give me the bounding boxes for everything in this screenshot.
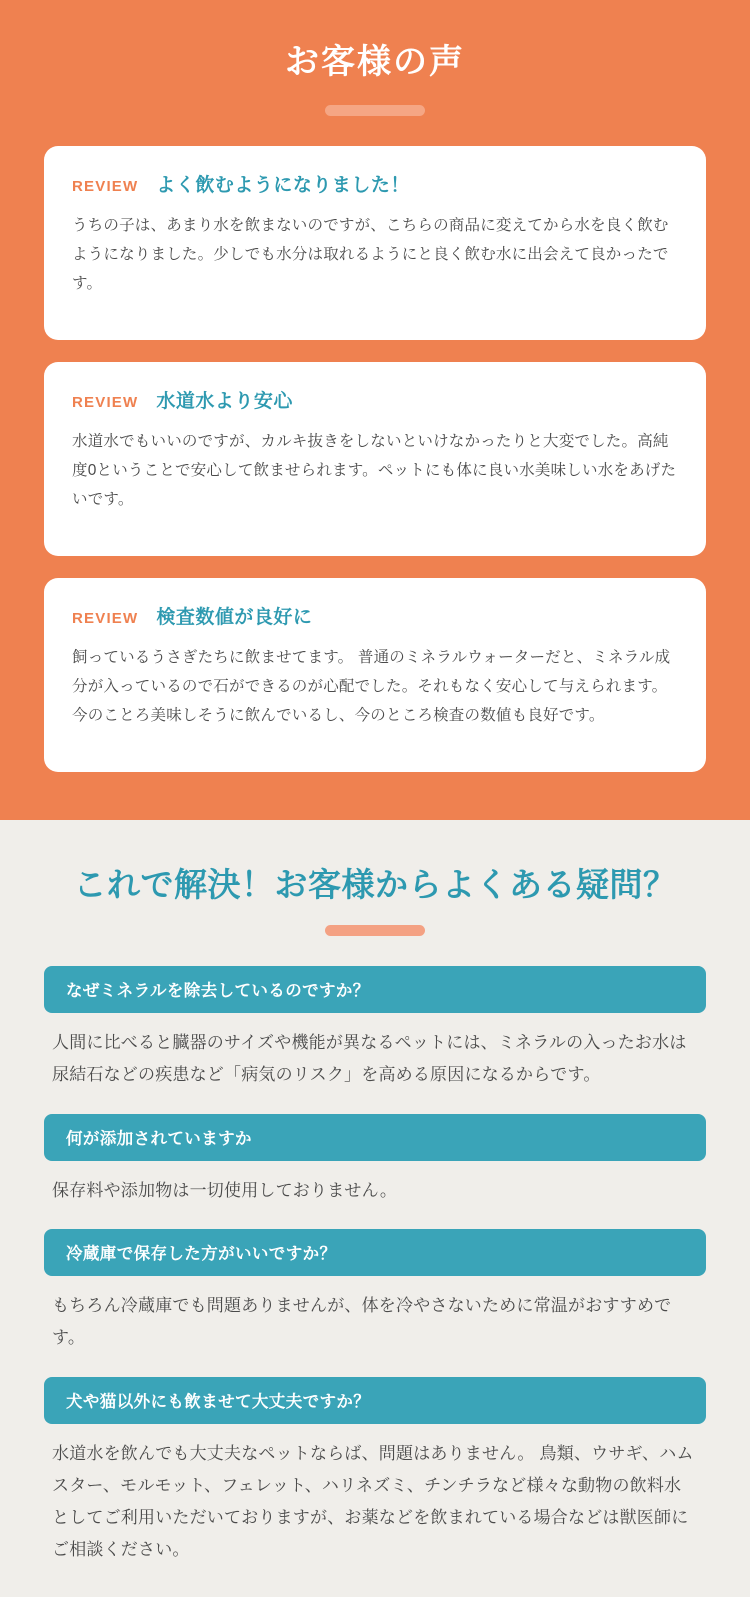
review-tag-label: REVIEW xyxy=(72,393,139,411)
reviews-section-title: お客様の声 xyxy=(285,43,465,81)
review-card xyxy=(44,362,706,556)
review-body-text: うちの子は、あまり水を飲まないのですが、こちらの商品に変えてから水を良く飲むようになりました。少しでも水分は取れるようにと良く飲む水に出会えて良かったです。 xyxy=(72,217,669,292)
review-card xyxy=(44,146,706,340)
review-card-header xyxy=(72,386,678,413)
faq-section xyxy=(0,820,750,1597)
faq-question[interactable]: なぜミネラルを除去しているのですか？ xyxy=(44,966,706,1013)
review-heading: よく飲むようになりました！ xyxy=(156,174,410,196)
review-body-text: 水道水でもいいのですが、カルキ抜きをしないといけなかったりと大変でした。高純度0ということで安心して飲ませられます。ペットにも体に良い水美味しい水をあげたいです。 xyxy=(72,433,677,508)
review-heading: 水道水より安心 xyxy=(156,390,293,412)
faq-answer: 水道水を飲んでも大丈夫なペットならば、問題はありません。 鳥類、ウサギ、ハムスター、モルモット、フェレット、ハリネズミ、チンチラなど様々な動物の飲料水としてご利用いただいておりますが、お薬などを飲まれている場合などは獣医師にご相談ください。 xyxy=(52,1443,694,1560)
reviews-divider-bar xyxy=(325,105,425,116)
faq-answer: もちろん冷蔵庫でも問題ありませんが、体を冷やさないために常温がおすすめです。 xyxy=(52,1295,672,1348)
review-card-header xyxy=(72,602,678,629)
faq-answer: 人間に比べると臓器のサイズや機能が異なるペットには、ミネラルの入ったお水は尿結石などの疾患など「病気のリスク」を高める原因になるからです。 xyxy=(52,1033,687,1085)
review-body-text: 飼っているうさぎたちに飲ませてます。 普通のミネラルウォーターだと、ミネラル成分が入っているので石ができるのが心配でした。それもなく安心して与えられます。今のことろ美味しそうに飲んでいるし、今のところ検査の数値も良好です。 xyxy=(72,649,671,724)
review-card-header xyxy=(72,170,678,197)
faq-question[interactable]: 冷蔵庫で保存した方がいいですか？ xyxy=(44,1229,706,1276)
faq-answer: 保存料や添加物は一切使用しておりません。 xyxy=(52,1180,398,1200)
review-tag-label: REVIEW xyxy=(72,177,139,195)
faq-divider-bar xyxy=(325,925,425,936)
faq-section-title: これで解決！お客様からよくある疑問？ xyxy=(73,865,677,903)
review-tag-label: REVIEW xyxy=(72,609,139,627)
faq-question[interactable]: 何が添加されていますか xyxy=(44,1114,706,1161)
review-heading: 検査数値が良好に xyxy=(156,606,313,628)
faq-list xyxy=(44,966,706,1567)
review-card xyxy=(44,578,706,772)
faq-question[interactable]: 犬や猫以外にも飲ませて大丈夫ですか？ xyxy=(44,1377,706,1424)
